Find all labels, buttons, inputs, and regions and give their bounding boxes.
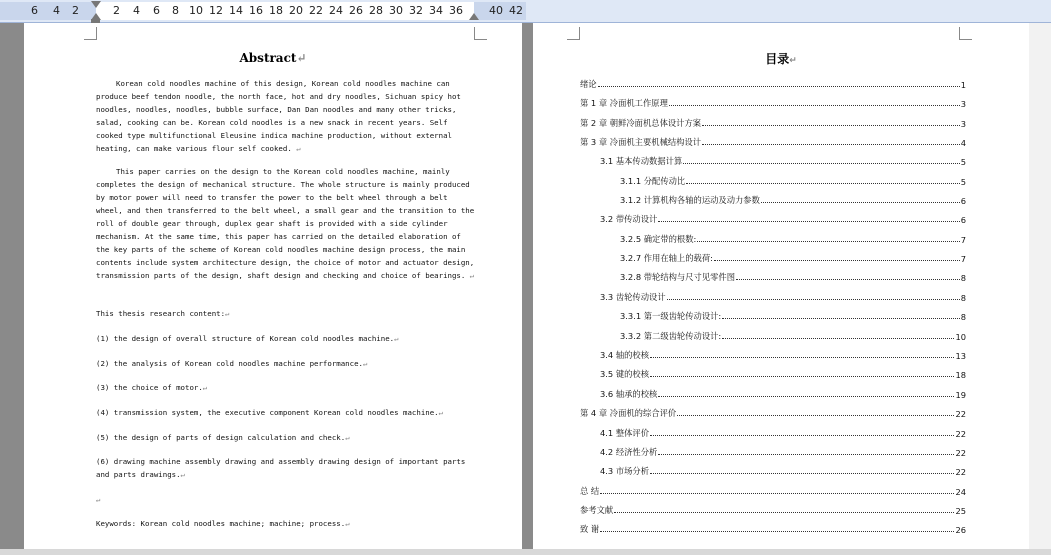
toc-entry-label: 致 谢 [580,524,600,534]
paragraph-mark-icon: ↵ [438,408,444,417]
toc-leader-dots [650,435,954,436]
toc-leader-dots [669,105,960,106]
toc-entry[interactable] [580,406,966,419]
toc-entry-page: 7 [960,254,966,264]
ruler-left-margin [0,2,96,20]
abstract-paragraph-1-text: Korean cold noodles machine of this design, Korean cold noodles machine can produce beef tendon noodle, the north face, hot and dry noodles, Sichuan spicy hot noodles, noodles, noodles, bubble surface, Dan Dan noodles and many other tricks, salad, cooking can be. Korean cold noodles is a new snack in recent years. Self cooked type multifunctional Eleusine indica machine production, without external heating, can make various flour self cooked. [96,79,461,153]
toc-entry-page: 1 [960,80,966,90]
toc-leader-dots [614,512,954,513]
toc-title [533,50,1029,67]
toc-leader-dots [650,376,954,377]
toc-entry-page: 8 [960,273,966,283]
ruler-number: 10 [189,4,203,17]
paragraph-mark-icon: ↵ [362,359,368,368]
toc-entry-page: 8 [960,312,966,322]
toc-entry-label: 3.4 轴的校核 [600,350,650,360]
ruler-number: 34 [429,4,443,17]
toc-entry-page: 22 [955,429,966,439]
toc-entry-page: 25 [955,506,966,516]
research-item-text: (6) drawing machine assembly drawing and assembly drawing design of important parts and parts drawings. [96,457,466,479]
toc-entry[interactable] [620,193,966,206]
toc-entry-label: 绪论 [580,79,597,89]
ruler-number: 28 [369,4,383,17]
ruler-number: 4 [53,4,60,17]
toc-entry[interactable] [620,232,966,245]
toc-entry-page: 6 [960,215,966,225]
toc-entry[interactable] [620,251,966,264]
toc-title-text: 目录 [765,52,790,66]
toc-leader-dots [761,202,960,203]
abstract-paragraph-2-text: This paper carries on the design to the Korean cold noodles machine, mainly completes the design of mechanical structure. The whole structure is mainly produced by motor power will need to transfer the power to the belt wheel through a belt wheel, and then transferred to the belt wheel, a small gear and the transition to the roll of double gear through, duplex gear shaft is provided with a side cylinder mechanism. At the same time, this paper has carried on the detailed elaboration of the key parts of the scheme of Korean cold noodles machine design process, the main contents include system architecture design, the choice of motor and actuator design, transmission parts of the design, shaft design and checking and choice of bearings. [96,167,475,280]
toc-entry-label: 3.3 齿轮传动设计 [600,292,666,302]
toc-entry-label: 4.1 整体评价 [600,428,650,438]
toc-entry[interactable] [600,387,966,400]
paragraph-mark-icon: ↵ [291,144,301,153]
canvas-left-gutter [0,23,24,553]
toc-entry-label: 3.2.7 作用在轴上的载荷: [620,253,713,263]
toc-entry[interactable] [580,96,966,109]
ruler-number: 14 [229,4,243,17]
toc-entry-page: 24 [955,487,966,497]
toc-entry-label: 3.6 轴承的校核 [600,389,658,399]
toc-entry[interactable] [620,174,966,187]
margin-corner-mark [959,27,972,40]
toc-leader-dots [667,299,960,300]
toc-entry-page: 13 [955,351,966,361]
toc-leader-dots [722,338,954,339]
abstract-title [24,51,522,65]
toc-entry-label: 3.1 基本传动数据计算 [600,156,683,166]
paragraph-mark-icon: ↵ [789,56,797,66]
paragraph-mark-icon: ↵ [202,383,208,392]
ruler-number: 18 [269,4,283,17]
first-line-indent-marker[interactable] [91,1,101,8]
research-item-text: (1) the design of overall structure of Korean cold noodles machine. [96,334,395,343]
toc-entry-page: 3 [960,99,966,109]
toc-entry-label: 3.2.8 带轮结构与尺寸见零件图 [620,272,736,282]
toc-leader-dots [658,454,954,455]
ruler-number: 8 [172,4,179,17]
toc-entry[interactable] [600,464,966,477]
toc-entry-label: 3.2.5 确定带的根数: [620,234,697,244]
abstract-title-text: Abstract [239,51,297,65]
status-area [0,549,1051,555]
toc-entry-label: 4.3 市场分析 [600,466,650,476]
ruler-number: 32 [409,4,423,17]
toc-entry[interactable] [580,484,966,497]
ruler-number: 20 [289,4,303,17]
toc-entry[interactable] [600,212,966,225]
toc-leader-dots [697,241,959,242]
keywords-text: Keywords: Korean cold noodles machine; machine; process. [96,519,346,528]
toc-leader-dots [683,163,960,164]
paragraph-mark-icon: ↵ [345,519,350,528]
research-content-heading [96,307,476,320]
toc-entry-page: 8 [960,293,966,303]
research-item-text: (5) the design of parts of design calculation and check. [96,433,346,442]
ruler-number: 2 [113,4,120,17]
toc-leader-dots [702,144,960,145]
research-item-2 [96,357,476,370]
ruler-number: 6 [31,4,38,17]
toc-entry[interactable] [620,270,966,283]
toc-leader-dots [650,473,954,474]
toc-entry-page: 7 [960,235,966,245]
toc-entry-label: 3.3.2 第二级齿轮传动设计: [620,331,722,341]
paragraph-mark-icon: ↵ [180,470,185,479]
toc-entry-label: 总 结 [580,486,600,496]
toc-entry-page: 5 [960,177,966,187]
horizontal-ruler[interactable] [0,0,1051,23]
research-item-text: (4) transmission system, the executive component Korean cold noodles machine. [96,408,439,417]
toc-entry-page: 22 [955,448,966,458]
research-item-5 [96,431,476,444]
abstract-paragraph-2 [96,165,476,282]
ruler-number: 12 [209,4,223,17]
toc-entry-page: 18 [955,370,966,380]
toc-leader-dots [722,318,960,319]
toc-entry-label: 3.1.1 分配传动比 [620,176,686,186]
ruler-number: 36 [449,4,463,17]
paragraph-mark-icon: ↵ [394,334,399,343]
toc-leader-dots [736,279,960,280]
toc-entry-label: 3.1.2 计算机构各轴的运动及动力参数 [620,195,760,205]
paragraph-mark-icon: ↵ [345,433,350,442]
toc-entry[interactable] [580,77,966,90]
right-indent-marker[interactable] [469,13,479,20]
ruler-number: 24 [329,4,343,17]
paragraph-mark-icon: ↵ [465,271,475,280]
keywords-line [96,517,476,530]
toc-leader-dots [658,396,954,397]
toc-entry-label: 第 1 章 冷面机工作原理 [580,98,668,108]
ruler-number: 30 [389,4,403,17]
toc-entry[interactable] [620,329,966,342]
toc-entry-label: 4.2 经济性分析 [600,447,658,457]
toc-leader-dots [686,183,959,184]
toc-entry[interactable] [580,522,966,535]
ruler-number: 2 [72,4,79,17]
ruler-number: 22 [309,4,323,17]
toc-entry-label: 第 2 章 朝鲜冷面机总体设计方案 [580,118,702,128]
toc-leader-dots [600,493,954,494]
paragraph-mark-icon: ↵ [296,51,307,65]
research-item-text: (3) the choice of motor. [96,383,203,392]
margin-corner-mark [84,27,97,40]
toc-entry-page: 3 [960,119,966,129]
toc-entry[interactable] [600,348,966,361]
toc-entry-label: 3.3.1 第一级齿轮传动设计: [620,311,722,321]
toc-entry-page: 22 [955,467,966,477]
research-item-6 [96,455,476,481]
paragraph-mark-icon: ↵ [96,495,101,504]
ruler-number: 6 [153,4,160,17]
ruler-number: 40 [489,4,503,17]
toc-entry[interactable] [600,154,966,167]
toc-entry[interactable] [600,290,966,303]
toc-entry[interactable] [600,426,966,439]
toc-entry-label: 3.2 带传动设计 [600,214,658,224]
research-item-text: (2) the analysis of Korean cold noodles machine performance. [96,359,363,368]
toc-entry-page: 26 [955,525,966,535]
ruler-number: 16 [249,4,263,17]
toc-leader-dots [650,357,954,358]
empty-paragraph [96,493,476,506]
research-item-1 [96,332,476,345]
toc-entry[interactable] [580,116,966,129]
page-table-of-contents[interactable] [533,23,1029,553]
toc-entry-page: 6 [960,196,966,206]
research-item-3 [96,381,476,394]
margin-corner-mark [567,27,580,40]
ruler-number: 4 [133,4,140,17]
toc-entry[interactable] [580,503,966,516]
research-content-heading-text: This thesis research content: [96,309,226,318]
toc-entry[interactable] [600,445,966,458]
toc-entry-page: 10 [955,332,966,342]
toc-leader-dots [702,125,960,126]
toc-entry-page: 5 [960,157,966,167]
toc-entry-page: 22 [955,409,966,419]
toc-entry-label: 第 4 章 冷面机的综合评价 [580,408,677,418]
toc-entry-label: 3.5 键的校核 [600,369,650,379]
research-item-4 [96,406,476,419]
vertical-scrollbar[interactable] [1029,23,1051,553]
ruler-number: 42 [509,4,523,17]
toc-leader-dots [714,260,960,261]
toc-entry-page: 4 [960,138,966,148]
abstract-paragraph-1 [96,77,476,155]
toc-leader-dots [600,531,954,532]
paragraph-mark-icon: ↵ [225,309,230,318]
toc-entry[interactable] [600,367,966,380]
toc-leader-dots [677,415,954,416]
toc-entry[interactable] [620,309,966,322]
toc-leader-dots [598,86,960,87]
margin-corner-mark [474,27,487,40]
toc-leader-dots [658,221,959,222]
toc-entry-page: 19 [955,390,966,400]
page-abstract[interactable] [24,23,522,553]
toc-entry[interactable] [580,135,966,148]
toc-entry-label: 参考文献 [580,505,614,515]
toc-entry-label: 第 3 章 冷面机主要机械结构设计 [580,137,702,147]
ruler-number: 26 [349,4,363,17]
